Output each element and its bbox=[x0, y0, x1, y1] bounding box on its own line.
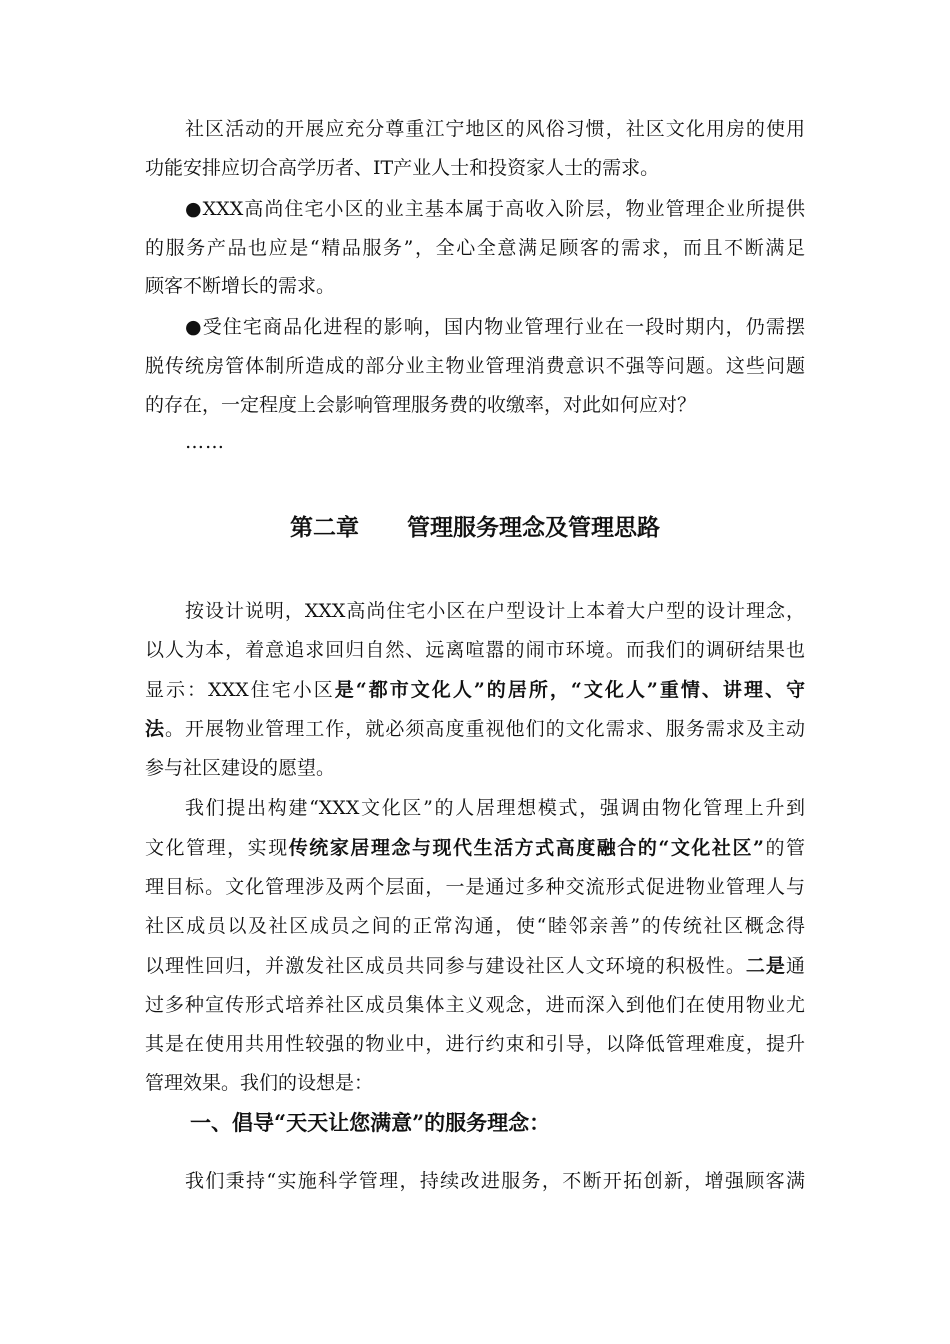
intro-p1-line-2: 功能安排应切合高学历者、IT产业人士和投资家人士的需求。 bbox=[145, 157, 660, 179]
p5-line-5-tail: 通 bbox=[785, 955, 805, 977]
p5-line-3: 理目标。文化管理涉及两个层面，一是通过多种交流形式促进物业管理人与 bbox=[145, 876, 805, 898]
chapter-number: 第二章 bbox=[290, 514, 359, 541]
p4-line-3 bbox=[145, 676, 805, 704]
p5-line-5-text: 以理性回归，并激发社区成员共同参与建设社区人文环境的积极性。 bbox=[145, 955, 746, 977]
p5-line-4: 社区成员以及社区成员之间的正常沟通，使“睦邻亲善”的传统社区概念得 bbox=[145, 915, 805, 937]
intro-p2-line-1: ●XXX高尚住宅小区的业主基本属于高收入阶层，物业管理企业所提供 bbox=[185, 198, 805, 220]
p5-line-5-emphasis: 二是 bbox=[745, 955, 786, 977]
p4-line-2: 以人为本，着意追求回归自然、远离喧嚣的闹市环境。而我们的调研结果也 bbox=[145, 639, 805, 661]
p4-line-5: 参与社区建设的愿望。 bbox=[145, 757, 336, 779]
chapter-title: 管理服务理念及管理思路 bbox=[407, 514, 660, 541]
p5-line-2-tail: 的管 bbox=[763, 837, 805, 859]
ellipsis: …… bbox=[185, 431, 225, 453]
intro-p3-line-2: 脱传统房管体制所造成的部分业主物业管理消费意识不强等问题。这些问题 bbox=[145, 355, 805, 377]
p5-line-2-emphasis: 传统家居理念与现代生活方式高度融合的“文化社区” bbox=[288, 837, 764, 859]
p4-line-4 bbox=[145, 715, 805, 743]
intro-p2-line-2: 的服务产品也应是“精品服务”，全心全意满足顾客的需求，而且不断满足 bbox=[145, 237, 805, 259]
p4-line-4-emphasis: 法 bbox=[145, 718, 166, 740]
chapter-heading bbox=[0, 512, 950, 544]
p4-line-3-text: 显示：XXX住宅小区 bbox=[145, 679, 335, 701]
p5-line-6: 过多种宣传形式培养社区成员集体主义观念，进而深入到他们在使用物业尤 bbox=[145, 994, 805, 1016]
intro-p3-line-1: ●受住宅商品化进程的影响，国内物业管理行业在一段时期内，仍需摆 bbox=[185, 316, 805, 338]
p6-line-1: 我们秉持“实施科学管理，持续改进服务，不断开拓创新，增强顾客满 bbox=[185, 1170, 805, 1192]
p4-line-4-text: 。开展物业管理工作，就必须高度重视他们的文化需求、服务需求及主动 bbox=[165, 718, 805, 740]
p5-line-7: 其是在使用共用性较强的物业中，进行约束和引导，以降低管理难度，提升 bbox=[145, 1033, 805, 1055]
p5-line-2-text: 文化管理，实现 bbox=[145, 837, 289, 859]
intro-p3-line-3: 的存在，一定程度上会影响管理服务费的收缴率，对此如何应对？ bbox=[145, 394, 697, 416]
p4-line-1: 按设计说明，XXX高尚住宅小区在户型设计上本着大户型的设计理念， bbox=[185, 600, 805, 622]
intro-p1-line-1: 社区活动的开展应充分尊重江宁地区的风俗习惯，社区文化用房的使用 bbox=[185, 118, 805, 140]
p4-line-3-emphasis: 是“都市文化人”的居所，“文化人”重情、讲理、守 bbox=[334, 679, 805, 701]
intro-p2-line-3: 顾客不断增长的需求。 bbox=[145, 275, 336, 297]
section-heading: 一、倡导“天天让您满意”的服务理念： bbox=[190, 1110, 551, 1135]
p5-line-8: 管理效果。我们的设想是： bbox=[145, 1072, 374, 1094]
p5-line-1: 我们提出构建“XXX文化区”的人居理想模式，强调由物化管理上升到 bbox=[185, 797, 805, 819]
p5-line-5 bbox=[145, 952, 805, 980]
p5-line-2 bbox=[145, 834, 805, 862]
